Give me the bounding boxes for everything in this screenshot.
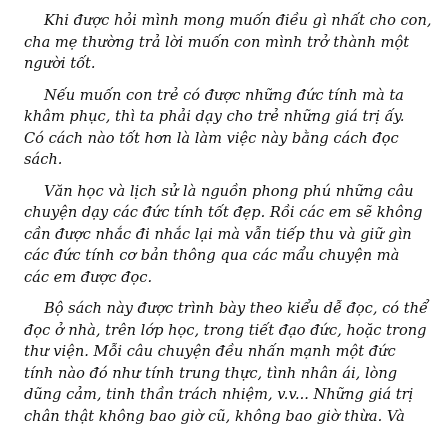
text-line: người tốt. — [24, 55, 96, 72]
text-line: chân thật không bao giờ cũ, không bao giờ thừa. Và — [24, 407, 405, 425]
text-line: tính nào đó như tính trung thực, tình nhân ái, lòng — [24, 364, 398, 382]
paragraph-3 — [24, 181, 423, 289]
text-line: các em được đọc. — [24, 268, 153, 286]
text-line: khâm phục, thì ta phải dạy cho trẻ những giá trị ấy. — [24, 108, 405, 125]
text-line: cần được nhắc đi nhắc lại mà vẫn tiếp thu và giữ gìn — [24, 225, 412, 243]
paragraph-4 — [24, 298, 428, 427]
text-line: Bộ sách này được trình bày theo kiểu dễ đọc, có thể — [44, 300, 428, 317]
text-line: chuyện dạy các đức tính tốt đẹp. Rồi các em sẽ không — [24, 204, 423, 221]
text-line: đọc ở nhà, trên lớp học, trong tiết đạo đức, hoặc trong — [24, 321, 427, 339]
text-line: Văn học và lịch sử là nguồn phong phú những câu — [44, 182, 414, 200]
body-text — [24, 10, 432, 437]
paragraph-2 — [24, 85, 405, 171]
text-line: cha mẹ thường trả lời muốn con mình trở thành một — [24, 33, 410, 51]
text-line: Có cách nào tốt hơn là làm việc này bằng cách đọc — [24, 129, 399, 147]
text-line: thư viện. Mỗi câu chuyện đều nhấn mạnh một đức — [24, 343, 396, 360]
text-line: các đức tính cơ bản thông qua các mẩu chuyện mà — [24, 247, 400, 264]
text-line: dũng cảm, tinh thần trách nhiệm, v.v... Những giá trị — [24, 386, 414, 403]
paragraph-1 — [24, 10, 432, 75]
text-line: Nếu muốn con trẻ có được những đức tính mà ta — [44, 86, 404, 104]
text-line: Khi được hỏi mình mong muốn điều gì nhất cho con, — [44, 12, 432, 29]
text-line: sách. — [24, 151, 63, 168]
